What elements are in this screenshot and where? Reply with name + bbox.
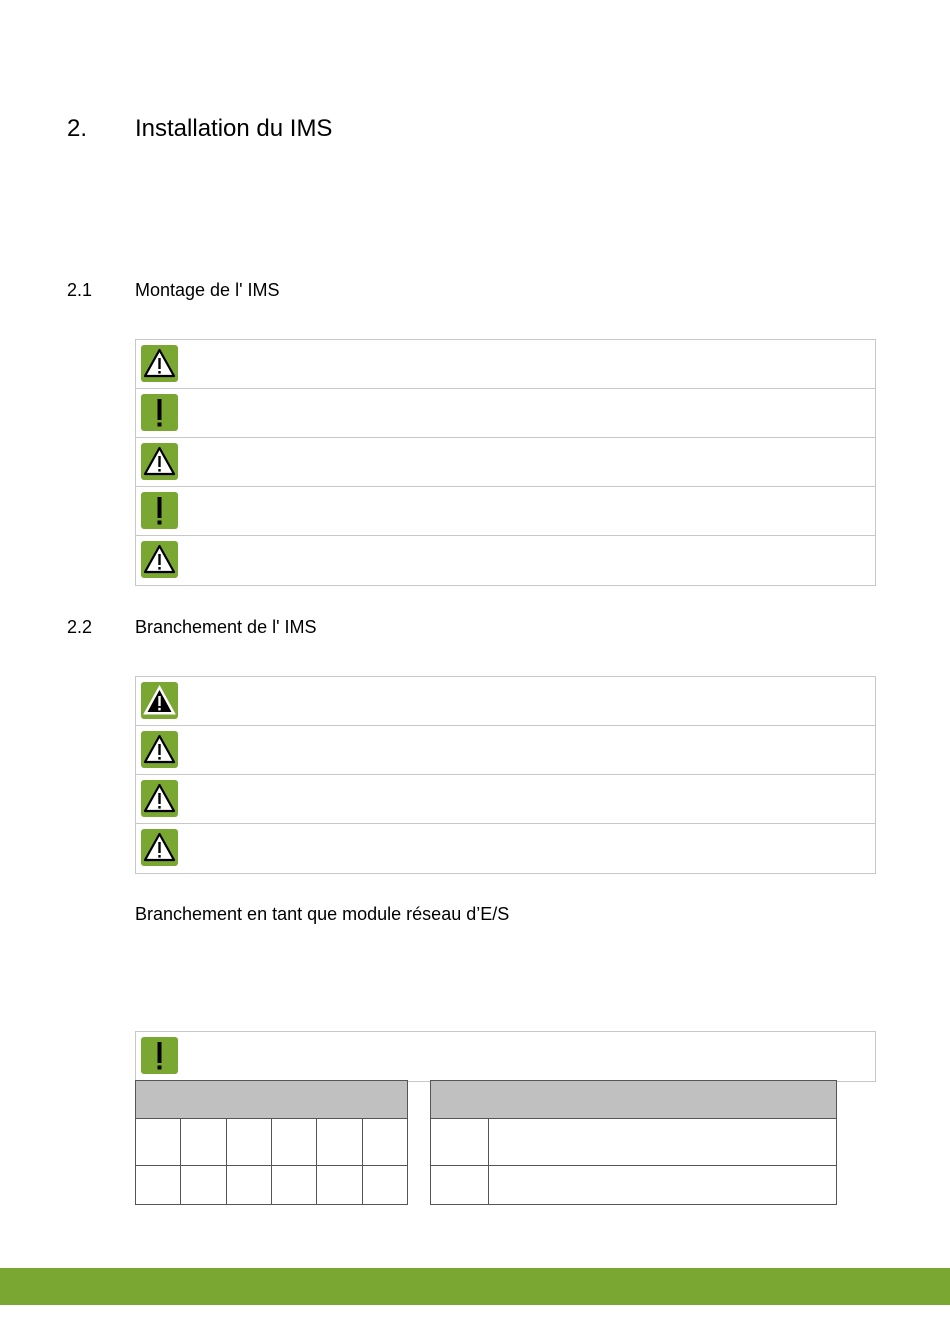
- notice-box-module: [135, 1031, 876, 1082]
- terminal-table-right: [430, 1080, 837, 1205]
- table-row: [136, 1119, 408, 1166]
- notice-row: [136, 536, 875, 585]
- subsection-number: 2.1: [67, 280, 93, 300]
- notice-row: [136, 340, 875, 389]
- warning-triangle-icon: [141, 731, 178, 768]
- section-title: Installation du IMS: [135, 115, 333, 142]
- exclamation-icon: [141, 1037, 178, 1074]
- warning-triangle-icon: [141, 829, 178, 866]
- notice-row: [136, 824, 875, 873]
- exclamation-icon: [141, 492, 178, 529]
- table-row: [136, 1166, 408, 1205]
- terminal-table-left: [135, 1080, 408, 1205]
- section-number: 2.: [67, 115, 88, 142]
- exclamation-icon: [141, 394, 178, 431]
- warning-triangle-icon: [141, 780, 178, 817]
- table-header: [136, 1081, 408, 1119]
- table-row: [431, 1166, 837, 1205]
- notice-row: [136, 726, 875, 775]
- notice-row: [136, 438, 875, 487]
- warning-triangle-icon: [141, 541, 178, 578]
- notice-box-montage: [135, 339, 876, 586]
- subsection-title: Branchement de l' IMS: [135, 617, 317, 637]
- subsection-number: 2.2: [67, 617, 93, 637]
- table-row: [431, 1119, 837, 1166]
- table-header: [431, 1081, 837, 1119]
- footer-band: [0, 1268, 950, 1305]
- module-subheading: Branchement en tant que module réseau d’E/S: [135, 904, 510, 924]
- warning-triangle-icon: [141, 443, 178, 480]
- danger-triangle-icon: [141, 682, 178, 719]
- notice-row: [136, 487, 875, 536]
- notice-row: [136, 1032, 875, 1081]
- notice-row: [136, 677, 875, 726]
- warning-triangle-icon: [141, 345, 178, 382]
- notice-row: [136, 775, 875, 824]
- notice-box-branchement: [135, 676, 876, 874]
- notice-row: [136, 389, 875, 438]
- subsection-title: Montage de l' IMS: [135, 280, 280, 300]
